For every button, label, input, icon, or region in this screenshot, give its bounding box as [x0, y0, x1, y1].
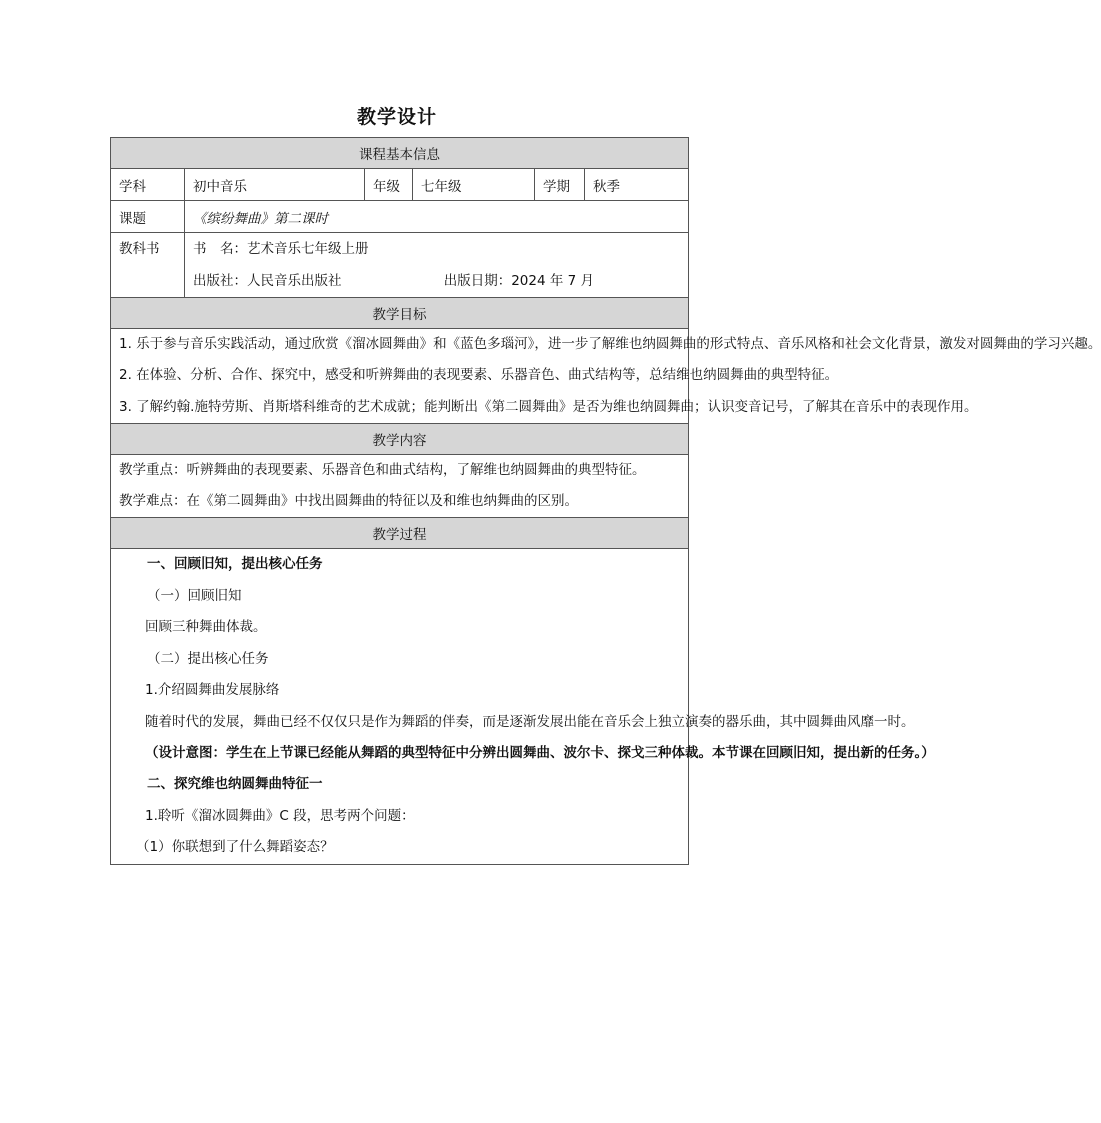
step1-sub1-text: 回顾三种舞曲体裁。 [145, 619, 267, 636]
term-value: 秋季 [585, 169, 689, 201]
topic-value: 《缤纷舞曲》第二课时 [185, 201, 689, 233]
topic-label: 课题 [111, 201, 185, 233]
book-name: 书 名：艺术音乐七年级上册 [193, 241, 369, 257]
objective-item: 3. 了解约翰.施特劳斯、肖斯塔科维奇的艺术成就；能判断出《第二圆舞曲》是否为维也纳圆舞曲；认识变音记号，了解其在音乐中的表现作用。 [119, 398, 978, 415]
step1-item1: 1.介绍圆舞曲发展脉络 [145, 682, 280, 699]
publisher: 出版社：人民音乐出版社 [193, 273, 342, 289]
document-title: 教学设计 [356, 106, 437, 128]
textbook-details [185, 233, 689, 298]
publisher-row [193, 265, 680, 297]
textbook-label: 教科书 [119, 241, 160, 257]
objectives-header: 教学目标 [111, 298, 689, 329]
publication-date: 出版日期：2024 年 7 月 [443, 273, 595, 289]
subject-label: 学科 [111, 169, 185, 201]
objective-item: 2. 在体验、分析、合作、探究中，感受和听辨舞曲的表现要素、乐器音色、曲式结构等，总结维也纳圆舞曲的典型特征。 [119, 367, 839, 384]
step2-item1: 1.聆听《溜冰圆舞曲》C 段，思考两个问题： [145, 807, 415, 824]
lesson-plan-table [110, 137, 1101, 865]
process-header: 教学过程 [111, 518, 689, 549]
design-note: （设计意图：学生在上节课已经能从舞蹈的典型特征中分辨出圆舞曲、波尔卡、探戈三种体裁。本节课在回顾旧知，提出新的任务。） [145, 744, 935, 761]
grade-value: 七年级 [413, 169, 535, 201]
objective-item: 1. 乐于参与音乐实践活动，通过欣赏《溜冰圆舞曲》和《蓝色多瑙河》，进一步了解维也纳圆舞曲的形式特点、音乐风格和社会文化背景，激发对圆舞曲的学习兴趣。 [119, 336, 1101, 352]
key-point: 教学重点：听辨舞曲的表现要素、乐器音色和曲式结构，了解维也纳圆舞曲的典型特征。 [119, 461, 646, 478]
step1-sub2: （二）提出核心任务 [147, 650, 269, 667]
term-label: 学期 [535, 169, 585, 201]
difficult-point: 教学难点：在《第二圆舞曲》中找出圆舞曲的特征以及和维也纳舞曲的区别。 [119, 493, 578, 510]
content-header: 教学内容 [111, 423, 689, 454]
subject-value: 初中音乐 [185, 169, 365, 201]
step2-title: 二、探究维也纳圆舞曲特征一 [147, 776, 323, 793]
basic-info-header: 课程基本信息 [111, 138, 689, 169]
objectives-cell [111, 329, 1101, 424]
step1-item1-text: 随着时代的发展，舞曲已经不仅仅只是作为舞蹈的伴奏，而是逐渐发展出能在音乐会上独立演奏的器乐曲，其中圆舞曲风靡一时。 [145, 713, 915, 730]
process-cell [111, 549, 935, 864]
step2-question1: （1）你联想到了什么舞蹈姿态？ [136, 839, 334, 856]
textbook-label-cell [111, 233, 185, 298]
grade-label: 年级 [365, 169, 413, 201]
step1-sub1: （一）回顾旧知 [147, 587, 242, 604]
step1-title: 一、回顾旧知，提出核心任务 [147, 556, 323, 573]
content-cell [111, 454, 689, 518]
